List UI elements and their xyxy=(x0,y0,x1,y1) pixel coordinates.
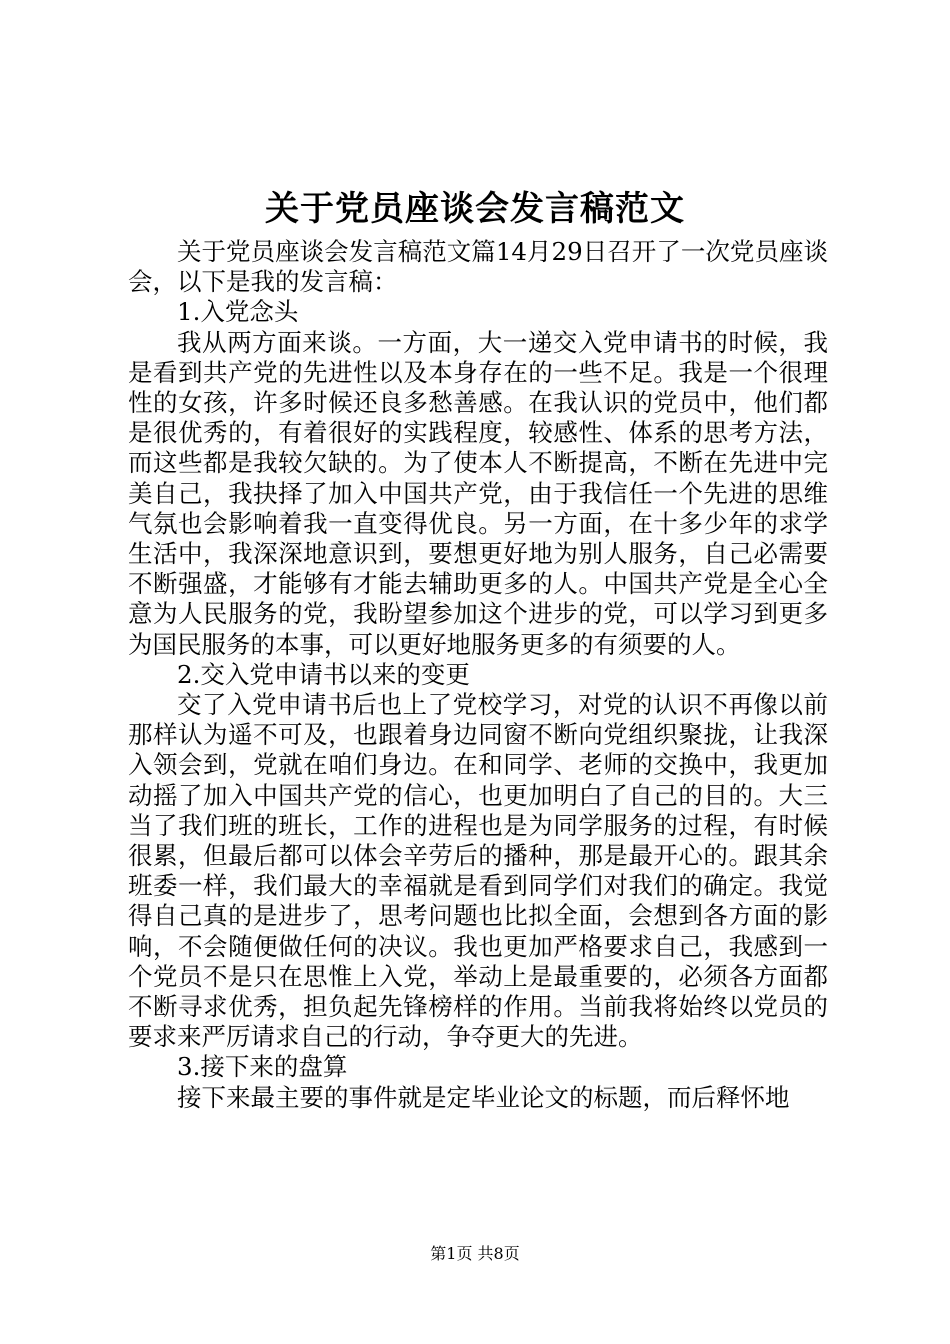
page-footer: 第1页 共8页 xyxy=(430,1244,520,1263)
paragraph-intro: 关于党员座谈会发言稿范文篇14月29日召开了一次党员座谈会，以下是我的发言稿： xyxy=(128,237,828,297)
paragraph-section-2: 交了入党申请书后也上了党校学习，对党的认识不再像以前那样认为遥不可及，也跟着身边同窗不断向党组织聚拢，让我深入领会到，党就在咱们身边。在和同学、老师的交换中，我更加动摇了加入中国共产党的信心，也更加明白了自己的目的。大三当了我们班的班长，工作的进程也是为同学服务的过程，有时候很累，但最后都可以体会辛劳后的播种，那是最开心的。跟其余班委一样，我们最大的幸福就是看到同学们对我们的确定。我觉得自己真的是进步了，思考问题也比拟全面，会想到各方面的影响，不会随便做任何的决议。我也更加严格要求自己，我感到一个党员不是只在思惟上入党，举动上是最重要的，必须各方面都不断寻求优秀，担负起先锋榜样的作用。当前我将始终以党员的要求来严厉请求自己的行动，争夺更大的先进。 xyxy=(128,690,828,1052)
section-heading-1: 1.入党念头 xyxy=(177,297,299,327)
paragraph-section-1: 我从两方面来谈。一方面，大一递交入党申请书的时候，我是看到共产党的先进性以及本身存在的一些不足。我是一个很理性的女孩，许多时候还良多愁善感。在我认识的党员中，他们都是很优秀的，有着很好的实践程度，较感性、体系的思考方法，而这些都是我较欠缺的。为了使本人不断提高，不断在先进中完美自己，我抉择了加入中国共产党，由于我信任一个先进的思维气氛也会影响着我一直变得优良。另一方面，在十多少年的求学生活中，我深深地意识到，要想更好地为别人服务，自己必需要不断强盛，才能够有才能去辅助更多的人。中国共产党是全心全意为人民服务的党，我盼望参加这个进步的党，可以学习到更多为国民服务的本事，可以更好地服务更多的有须要的人。 xyxy=(128,327,828,659)
document-title: 关于党员座谈会发言稿范文 xyxy=(265,189,685,229)
paragraph-section-3: 接下来最主要的事件就是定毕业论文的标题，而后释怀地 xyxy=(177,1082,790,1112)
section-heading-3: 3.接下来的盘算 xyxy=(177,1052,348,1082)
document-body xyxy=(128,237,828,1113)
section-heading-2: 2.交入党申请书以来的变更 xyxy=(177,659,470,689)
